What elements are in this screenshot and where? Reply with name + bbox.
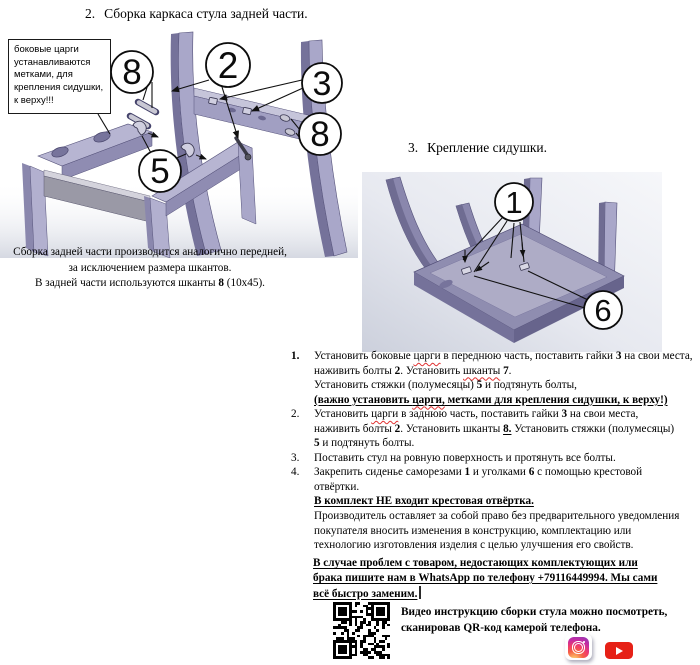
notebox-leader (98, 114, 110, 134)
list-item-3 (291, 451, 700, 466)
section3-text: Крепление сидушки. (427, 140, 548, 155)
no-screwdriver-note: В комплект НЕ входит крестовая отвёртка. (314, 495, 534, 508)
svg-text:6: 6 (594, 293, 612, 328)
section3-number: 3. (408, 140, 419, 155)
item3-text: Поставить стул на ровную поверхность и протянуть все болты. (314, 451, 616, 464)
text-cursor (419, 586, 421, 599)
callout-8-right (299, 113, 341, 155)
video-note (401, 605, 667, 636)
warranty-note (313, 556, 700, 602)
section3-title (408, 140, 547, 156)
item4-text: Закрепить сиденье саморезами 1 и уголками 6 с помощью крестовой отвёртки. В комплект НЕ входит крестовая отвёртка. Производитель оставляет за собой право без предварительного уведомления покупателя вносить изменения в конструкцию, комплектацию или технологию изготовления изделия с целью улучшения его свойств. (314, 466, 680, 552)
callout-3 (302, 63, 342, 103)
seat-mounting-diagram (362, 172, 662, 352)
section2-number: 2. (85, 6, 96, 21)
svg-text:2: 2 (217, 45, 239, 86)
item4-number: 4. (291, 466, 300, 479)
section2-title (85, 6, 308, 22)
rear-note-line3-end: (10x45). (223, 277, 265, 290)
camera-flash-dot (583, 641, 585, 643)
side-rail-note-text: боковые царги устанавливаются метками, для крепления сидушки, к верху!!! (14, 44, 104, 106)
warranty-line2: брака пишите нам в WhatsApp по телефону +79116449994. Мы сами (313, 571, 658, 584)
callout-1 (495, 183, 533, 221)
callout-2 (206, 43, 250, 87)
svg-text:3: 3 (312, 65, 332, 103)
camera-lens-icon (574, 643, 583, 652)
callout-6 (584, 291, 622, 329)
callout-8-top (111, 51, 153, 93)
rear-note-line1: Сборка задней части производится аналогично передней, (13, 246, 287, 258)
item1-number: 1. (291, 350, 300, 362)
rear-assembly-note (2, 245, 298, 292)
warranty-line1: В случае проблем с товаром, недостающих комплектующих или (313, 557, 638, 569)
video-note-line2: сканировав QR-код камерой телефона. (401, 621, 601, 634)
rear-note-bold-8: 8 (218, 277, 224, 290)
list-item-4 (291, 465, 700, 552)
instruction-list (291, 349, 700, 553)
play-triangle-icon (616, 647, 623, 655)
instagram-gradient (568, 637, 589, 658)
video-note-line1: Видео инструкцию сборки стула можно посмотреть, (401, 606, 668, 618)
svg-text:8: 8 (122, 53, 142, 92)
item1-text: Установить боковые царги в переднюю часть, поставить гайки 3 на свои места, наживить болты 2. Установить шканты 7. Установить стяжки (полумесяцы) 5 и подтянуть болты, (важно установить царги, метками для крепления сидушки, к верху!) (314, 350, 693, 406)
item3-number: 3. (291, 451, 300, 464)
instagram-icon (565, 634, 592, 660)
item2-number: 2. (291, 408, 300, 421)
side-rail-note-box (8, 39, 111, 114)
svg-text:1: 1 (505, 185, 523, 220)
rear-note-line2: за исключением размера шкантов. (68, 261, 232, 274)
svg-text:8: 8 (310, 115, 330, 154)
item1-warning: (важно установить царги, метками для крепления сидушки, к верху!) (314, 393, 668, 406)
item2-text: Установить царги в заднюю часть, поставить гайки 3 на свои места, наживить болты 2. Установить шканты 8. Установить стяжки (полумесяцы) 5 и подтянуть болты. (314, 408, 675, 450)
section2-text: Сборка каркаса стула задней части. (104, 6, 308, 21)
rear-note-line3: В задней части используются шканты (35, 277, 219, 290)
list-item-2 (291, 407, 700, 451)
qr-code-grid (333, 602, 390, 659)
youtube-icon (605, 642, 633, 659)
list-item-1 (291, 349, 700, 407)
callout-5 (139, 150, 181, 192)
svg-text:5: 5 (150, 152, 170, 191)
warranty-line3: всё быстро заменим. (313, 587, 418, 600)
qr-code (333, 602, 390, 659)
